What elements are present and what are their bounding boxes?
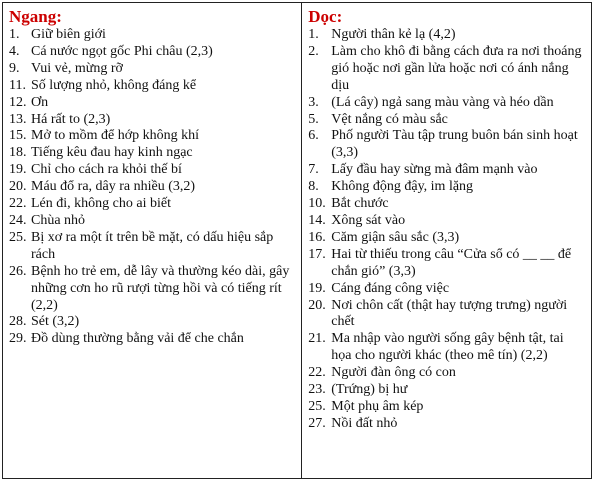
down-clue: [308, 196, 587, 213]
across-column: [3, 3, 302, 479]
clue-number: 5.: [308, 111, 319, 127]
clue-number: 4.: [9, 43, 20, 59]
across-clue: [9, 314, 297, 331]
clue-text: Vui vẻ, mừng rỡ: [31, 60, 123, 76]
down-column: [302, 3, 592, 479]
clue-text: Máu đổ ra, dây ra nhiều (3,2): [31, 179, 196, 195]
down-clue: [308, 230, 587, 247]
clue-number: 21.: [308, 331, 326, 347]
down-clue: [308, 365, 587, 382]
clue-text: Một phụ âm kép: [331, 398, 424, 414]
clue-number: 8.: [308, 179, 319, 195]
across-clue-list: [9, 27, 297, 348]
down-clue: [308, 213, 587, 230]
clue-text: Làm cho khô đi bằng cách đưa ra nơi thoáng gió hoặc nơi gần lửa hoặc nơi có ánh nắng dịu: [331, 43, 582, 93]
across-clue: [9, 162, 297, 179]
clue-number: 15.: [9, 128, 27, 144]
clue-text: Bắt chước: [331, 196, 389, 212]
across-clue: [9, 44, 297, 61]
across-clue: [9, 95, 297, 112]
clue-number: 9.: [9, 60, 20, 76]
clue-number: 26.: [9, 263, 27, 279]
clue-number: 22.: [9, 196, 27, 212]
clue-number: 20.: [308, 297, 326, 313]
clue-number: 19.: [308, 280, 326, 296]
clue-number: 3.: [308, 94, 319, 110]
clue-number: 16.: [308, 229, 326, 245]
clue-number: 1.: [9, 27, 20, 42]
clue-text: (Trứng) bị hư: [331, 382, 408, 398]
down-clue: [308, 399, 587, 416]
clue-number: 19.: [9, 162, 27, 178]
clue-number: 20.: [9, 179, 27, 195]
down-clue: [308, 416, 587, 433]
down-clue: [308, 331, 587, 365]
clue-text: Căm giận sâu sắc (3,3): [331, 229, 460, 245]
down-clue: [308, 281, 587, 298]
down-clue: [308, 27, 587, 44]
clue-text: Cáng đáng công việc: [331, 280, 450, 296]
clue-number: 1.: [308, 27, 319, 42]
clue-text: Chỉ cho cách ra khỏi thế bí: [31, 162, 182, 178]
across-clue: [9, 112, 297, 129]
across-clue: [9, 61, 297, 78]
clue-number: 18.: [9, 145, 27, 161]
down-clue: [308, 44, 587, 95]
clue-number: 25.: [9, 229, 27, 245]
clue-text: Người đàn ông có con: [331, 365, 456, 381]
clue-text: Mở to mồm để hớp không khí: [31, 128, 200, 144]
across-clue: [9, 179, 297, 196]
clue-text: Số lượng nhỏ, không đáng kể: [31, 77, 197, 93]
down-clue: [308, 382, 587, 399]
clue-number: 17.: [308, 246, 326, 262]
across-clue: [9, 331, 297, 348]
clue-number: 23.: [308, 382, 326, 398]
clue-text: Đồ dùng thường bằng vải để che chắn: [31, 331, 244, 347]
clue-number: 10.: [308, 196, 326, 212]
clue-text: (Lá cây) ngả sang màu vàng và héo dần: [331, 94, 554, 110]
across-clue: [9, 230, 297, 264]
down-heading: Dọc:: [308, 7, 343, 26]
clue-text: Hai từ thiếu trong câu “Cửa sổ có __ __ để chắn gió” (3,3): [331, 246, 572, 279]
clue-text: Vệt nắng có màu sắc: [331, 111, 448, 127]
clue-text: Người thân kẻ lạ (4,2): [331, 27, 456, 42]
clue-text: Sét (3,2): [31, 314, 80, 330]
clue-text: Lén đi, không cho ai biết: [31, 196, 171, 212]
clue-text: Ma nhập vào người sống gây bệnh tật, tai họa cho người khác (theo mê tín) (2,2): [331, 331, 564, 364]
down-clue: [308, 112, 587, 129]
down-clue: [308, 298, 587, 332]
across-clue: [9, 196, 297, 213]
clue-text: Giữ biên giới: [31, 27, 106, 42]
across-clue: [9, 145, 297, 162]
clue-number: 2.: [308, 43, 319, 59]
clue-number: 24.: [9, 212, 27, 228]
across-heading: Ngang:: [9, 7, 62, 26]
clue-text: Há rất to (2,3): [31, 111, 111, 127]
clue-text: Ơn: [31, 94, 49, 110]
crossword-clue-table: [2, 2, 592, 479]
down-clue-list: [308, 27, 587, 433]
clue-text: Lấy đầu hay sừng mà đâm mạnh vào: [331, 162, 538, 178]
clue-text: Phố người Tàu tập trung buôn bán sinh hoạt (3,3): [331, 128, 578, 161]
across-clue: [9, 264, 297, 315]
clue-text: Không động đậy, im lặng: [331, 179, 474, 195]
clue-text: Cá nước ngọt gốc Phi châu (2,3): [31, 43, 213, 59]
clue-text: Bệnh ho trẻ em, dễ lây và thường kéo dài, gây những cơn ho rũ rượi từng hồi và có tiếng rít (2,2): [31, 263, 290, 313]
clue-number: 27.: [308, 415, 326, 431]
clue-number: 28.: [9, 314, 27, 330]
clue-number: 11.: [9, 77, 26, 93]
clue-number: 25.: [308, 398, 326, 414]
clue-text: Chùa nhỏ: [31, 212, 86, 228]
clue-text: Bị xơ ra một ít trên bề mặt, có dấu hiệu sắp rách: [31, 229, 274, 262]
across-clue: [9, 128, 297, 145]
down-clue: [308, 128, 587, 162]
clue-number: 14.: [308, 212, 326, 228]
down-clue: [308, 95, 587, 112]
clue-number: 7.: [308, 162, 319, 178]
clue-number: 22.: [308, 365, 326, 381]
across-clue: [9, 213, 297, 230]
clue-text: Tiếng kêu đau hay kinh ngạc: [31, 145, 193, 161]
clue-text: Nơi chôn cất (thật hay tượng trưng) người chết: [331, 297, 568, 330]
clue-text: Nồi đất nhỏ: [331, 415, 398, 431]
across-clue: [9, 27, 297, 44]
clue-number: 29.: [9, 331, 27, 347]
down-clue: [308, 179, 587, 196]
clue-text: Xông sát vào: [331, 212, 406, 228]
down-clue: [308, 247, 587, 281]
clue-number: 13.: [9, 111, 27, 127]
down-clue: [308, 162, 587, 179]
clue-number: 6.: [308, 128, 319, 144]
across-clue: [9, 78, 297, 95]
clue-number: 12.: [9, 94, 27, 110]
